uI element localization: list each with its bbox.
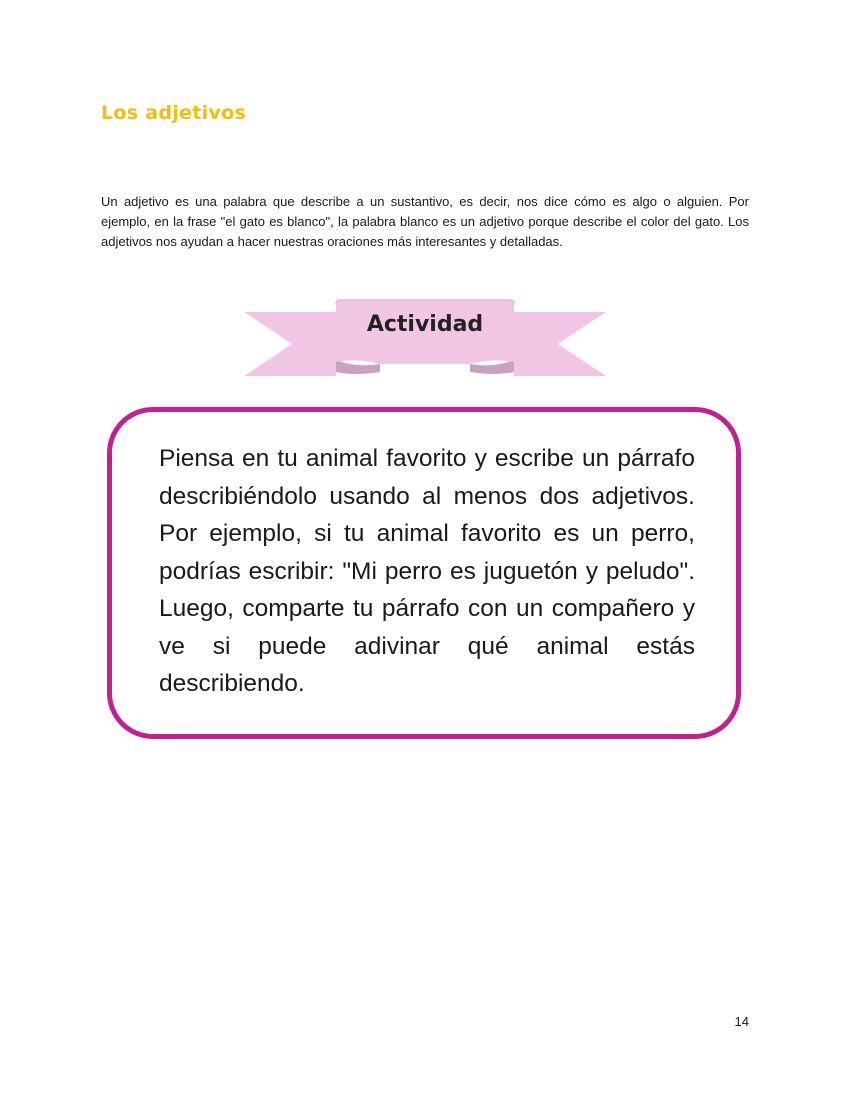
page-number: 14 [734, 1014, 749, 1029]
page-title: Los adjetivos [101, 102, 247, 124]
activity-instructions: Piensa en tu animal favorito y escribe un párrafo describiéndolo usando al menos dos adjetivos. Por ejemplo, si tu animal favorito es un perro, podrías escribir: "Mi perro es juguetón y peludo". Luego, comparte tu párrafo con un compañero y ve si puede adivinar qué animal estás describiendo. [159, 445, 695, 697]
activity-label: Actividad [366, 312, 484, 337]
ribbon-banner-icon [244, 298, 606, 380]
intro-paragraph: Un adjetivo es una palabra que describe a un sustantivo, es decir, nos dice cómo es algo o alguien. Por ejemplo, en la frase "el gato es blanco", la palabra blanco es un adjetivo porque describe el color del gato. Los adjetivos nos ayudan a hacer nuestras oraciones más interesantes y detalladas. [101, 194, 749, 249]
activity-box [107, 407, 741, 739]
activity-banner [244, 298, 606, 380]
